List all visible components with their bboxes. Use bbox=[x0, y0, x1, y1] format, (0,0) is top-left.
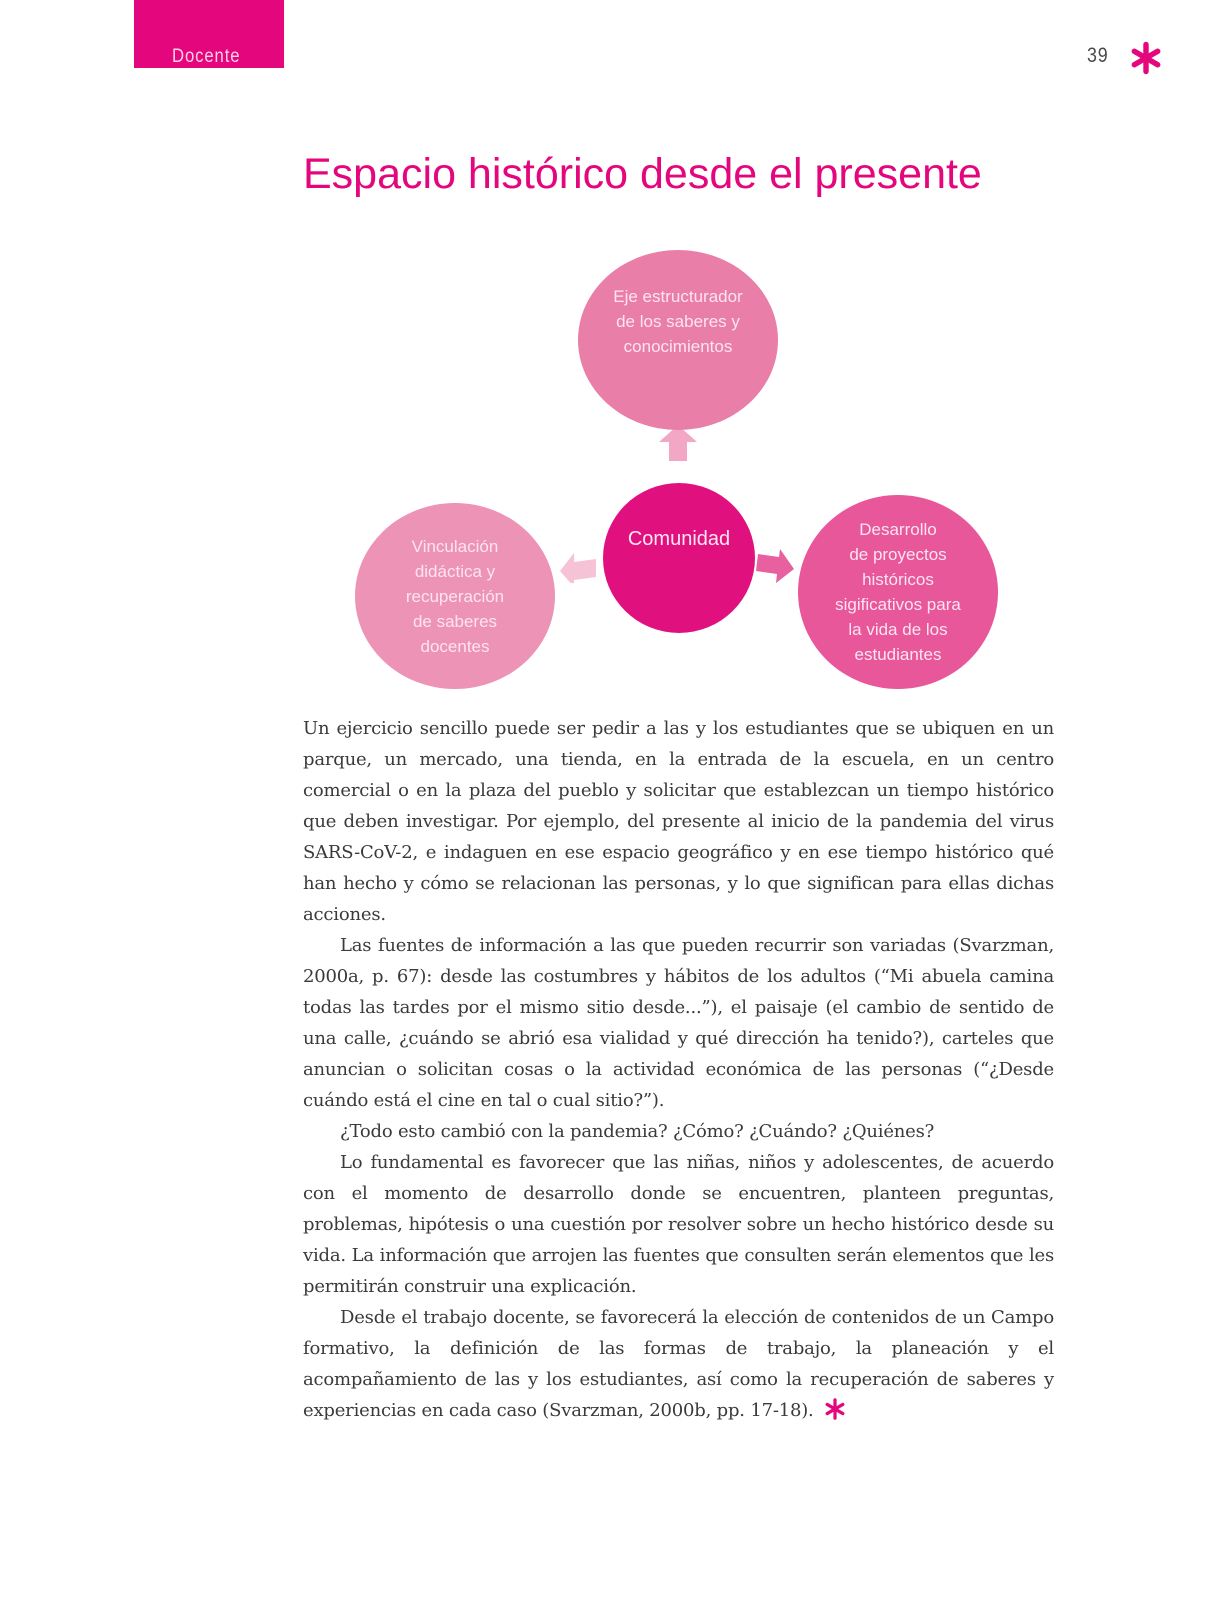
paragraph-3: ¿Todo esto cambió con la pandemia? ¿Cómo? ¿Cuándo? ¿Quiénes? bbox=[340, 1121, 935, 1142]
node-top-label: Eje estructurador de los saberes y conocimientos bbox=[613, 286, 743, 356]
arrow-up-icon bbox=[659, 425, 697, 461]
node-center-label: Comunidad bbox=[627, 527, 731, 550]
paragraph-5-text: Desde el trabajo docente, se favorecerá la elección de contenidos de un Campo formativo, la definición de las formas de trabajo, la planeación y el acompañamiento de las y los estudiantes, así como la recuperación de saberes y experiencias en cada caso (Svarzman, 2000b, pp. 17-18). bbox=[303, 1307, 1054, 1421]
page-title: Espacio histórico desde el presente bbox=[303, 150, 982, 198]
node-left-label: Vinculación didáctica y recuperación de saberes docentes bbox=[405, 536, 505, 656]
diagram-node-left bbox=[355, 503, 555, 689]
node-right-label: Desarrollo de proyectos históricos sigificativos para la vida de los estudiantes bbox=[835, 520, 961, 664]
paragraph-5 bbox=[303, 1302, 1054, 1426]
body-text bbox=[303, 713, 1054, 1426]
section-label: Docente bbox=[172, 46, 241, 67]
diagram-node-right bbox=[798, 495, 998, 689]
arrow-left-icon bbox=[560, 553, 596, 583]
paragraph-4: Lo fundamental es favorecer que las niñas, niños y adolescentes, de acuerdo con el momento de desarrollo donde se encuentren, planteen preguntas, problemas, hipótesis o una cuestión por resolver sobre un hecho histórico desde su vida. La información que arrojen las fuentes que consulten serán elementos que les permitirán construir una explicación. bbox=[303, 1152, 1054, 1297]
arrow-right-icon bbox=[756, 549, 794, 583]
paragraph-1: Un ejercicio sencillo puede ser pedir a las y los estudiantes que se ubiquen en un parque, un mercado, una tienda, en la entrada de la escuela, en un centro comercial o en la plaza del pueblo y solicitar que establezcan un tiempo histórico que deben investigar. Por ejemplo, del presente al inicio de la pandemia del virus SARS-CoV-2, e indaguen en ese espacio geográfico y en ese tiempo histórico qué han hecho y cómo se relacionan las personas, y lo que significan para ellas dichas acciones. bbox=[303, 718, 1054, 925]
paragraph-2: Las fuentes de información a las que pueden recurrir son variadas (Svarzman, 2000a, p. 67): desde las costumbres y hábitos de los adultos (“Mi abuela camina todas las tardes por el mismo sitio desde...”), el paisaje (el cambio de sentido de una calle, ¿cuándo se abrió esa vialidad y qué dirección ha tenido?), carteles que anuncian o solicitan cosas o la actividad económica de las personas (“¿Desde cuándo está el cine en tal o cual sitio?”). bbox=[303, 935, 1054, 1111]
end-asterisk-icon bbox=[822, 1396, 848, 1422]
community-diagram bbox=[0, 0, 1214, 700]
page-number: 39 bbox=[1087, 44, 1109, 67]
diagram-node-center bbox=[603, 483, 755, 633]
diagram-node-top bbox=[578, 250, 778, 430]
